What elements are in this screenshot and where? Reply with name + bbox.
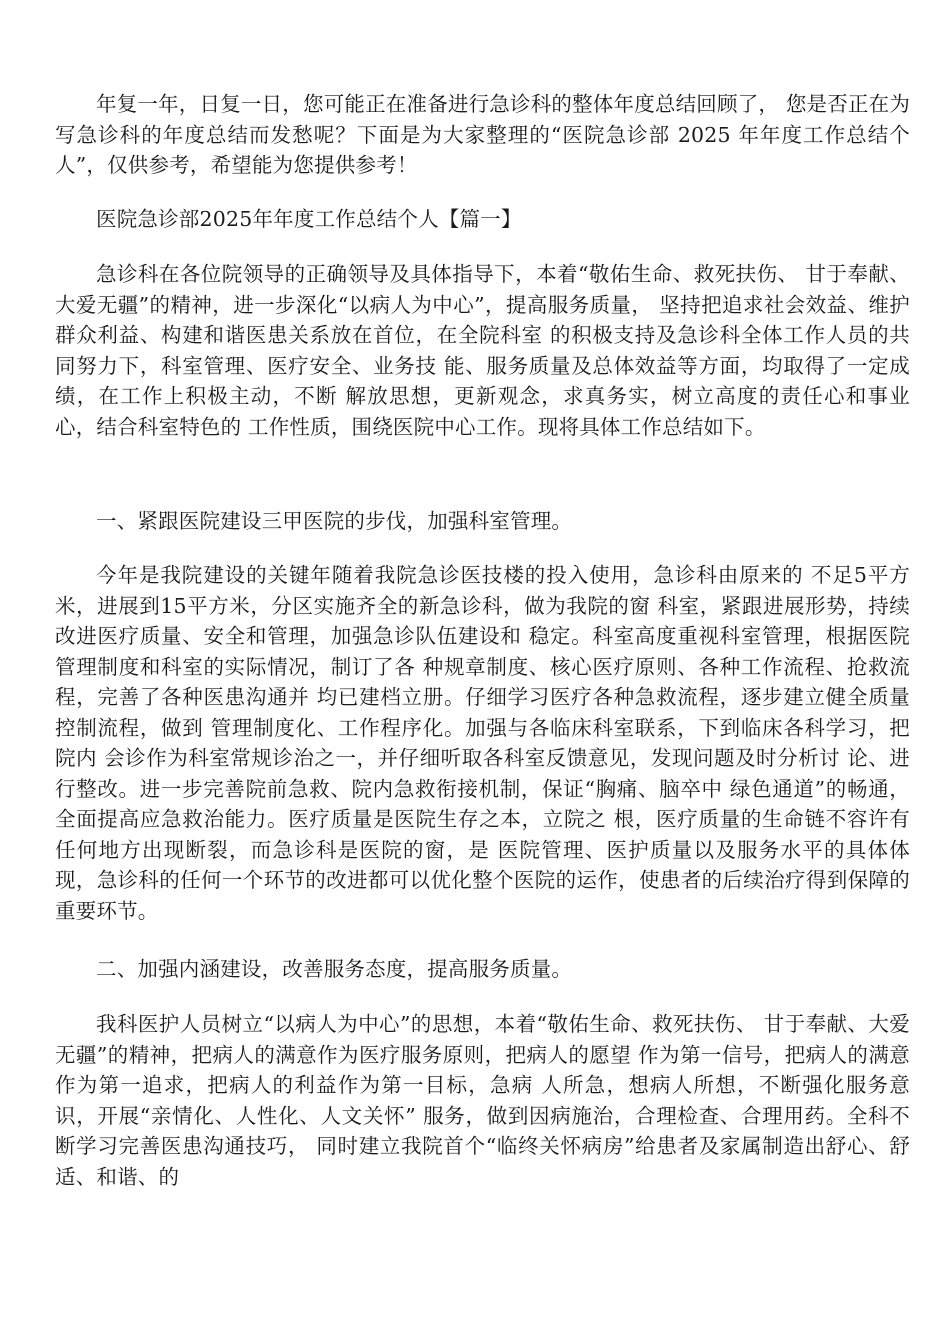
body-paragraph-1: 急诊科在各位院领导的正确领导及具体指导下，本着“敬佑生命、救死扶伤、 甘于奉献、大爱无疆”的精神，进一步深化“以病人为中心”，提高服务质量， 坚持把追求社会效益、维护群众利益、构建和谐医患关系放在首位，在全院科室 的积极支持及急诊科全体工作人员的共同努力下，科室管理、医疗安全、业务技 能、服务质量及总体效益等方面，均取得了一定成绩，在工作上积极主动，不断 解放思想，更新观念，求真务实，树立高度的责任心和事业心，结合科室特色的 工作性质，围绕医院中心工作。现将具体工作总结如下。 [55,262,910,439]
document-title: 医院急诊部2025年年度工作总结个人【篇一】 [96,207,522,231]
section-heading-1: 一、紧跟医院建设三甲医院的步伐，加强科室管理。 [96,509,573,533]
body-paragraph-2: 今年是我院建设的关键年随着我院急诊医技楼的投入使用，急诊科由原来的 不足5平方米，进展到15平方米，分区实施齐全的新急诊科，做为我院的窗 科室，紧跟进展形势，持续改进医疗质量、安全和管理，加强急诊队伍建设和 稳定。科室高度重视科室管理，根据医院管理制度和科室的实际情况，制订了各 种规章制度、核心医疗原则、各种工作流程、抢救流程，完善了各种医患沟通并 均已建档立册。仔细学习医疗各种急救流程，逐步建立健全质量控制流程，做到 管理制度化、工作程序化。加强与各临床科室联系，下到临床各科学习，把院内 会诊作为科室常规诊治之一，并仔细听取各科室反馈意见，发现问题及时分析讨 论、进行整改。进一步完善院前急救、院内急救衔接机制，保证“胸痛、脑卒中 绿色通道”的畅通，全面提高应急救治能力。医疗质量是医院生存之本，立院之 根，医疗质量的生命链不容许有任何地方出现断裂，而急诊科是医院的窗，是 医院管理、医护质量以及服务水平的具体体现，急诊科的任何一个环节的改进都可以优化整个医院的运作，使患者的后续治疗得到保障的重要环节。 [55,563,910,923]
section-heading-2: 二、加强内涵建设，改善服务态度，提高服务质量。 [96,957,573,981]
body-paragraph-3: 我科医护人员树立“以病人为中心”的思想，本着“敬佑生命、救死扶伤、 甘于奉献、大爱无疆”的精神，把病人的满意作为医疗服务原则，把病人的愿望 作为第一信号，把病人的满意作为第一追求，把病人的利益作为第一目标，急病 人所急，想病人所想，不断强化服务意识，开展“亲情化、人性化、人文关怀” 服务，做到因病施治，合理检查、合理用药。全科不断学习完善医患沟通技巧， 同时建立我院首个“临终关怀病房”给患者及家属制造出舒心、舒适、和谐、的 [55,1012,910,1189]
intro-paragraph: 年复一年，日复一日，您可能正在准备进行急诊科的整体年度总结回顾了， 您是否正在为写急诊科的年度总结而发愁呢？下面是为大家整理的“医院急诊部 2025 年年度工作总结个人”，仅供参考，希望能为您提供参考！ [55,92,911,177]
